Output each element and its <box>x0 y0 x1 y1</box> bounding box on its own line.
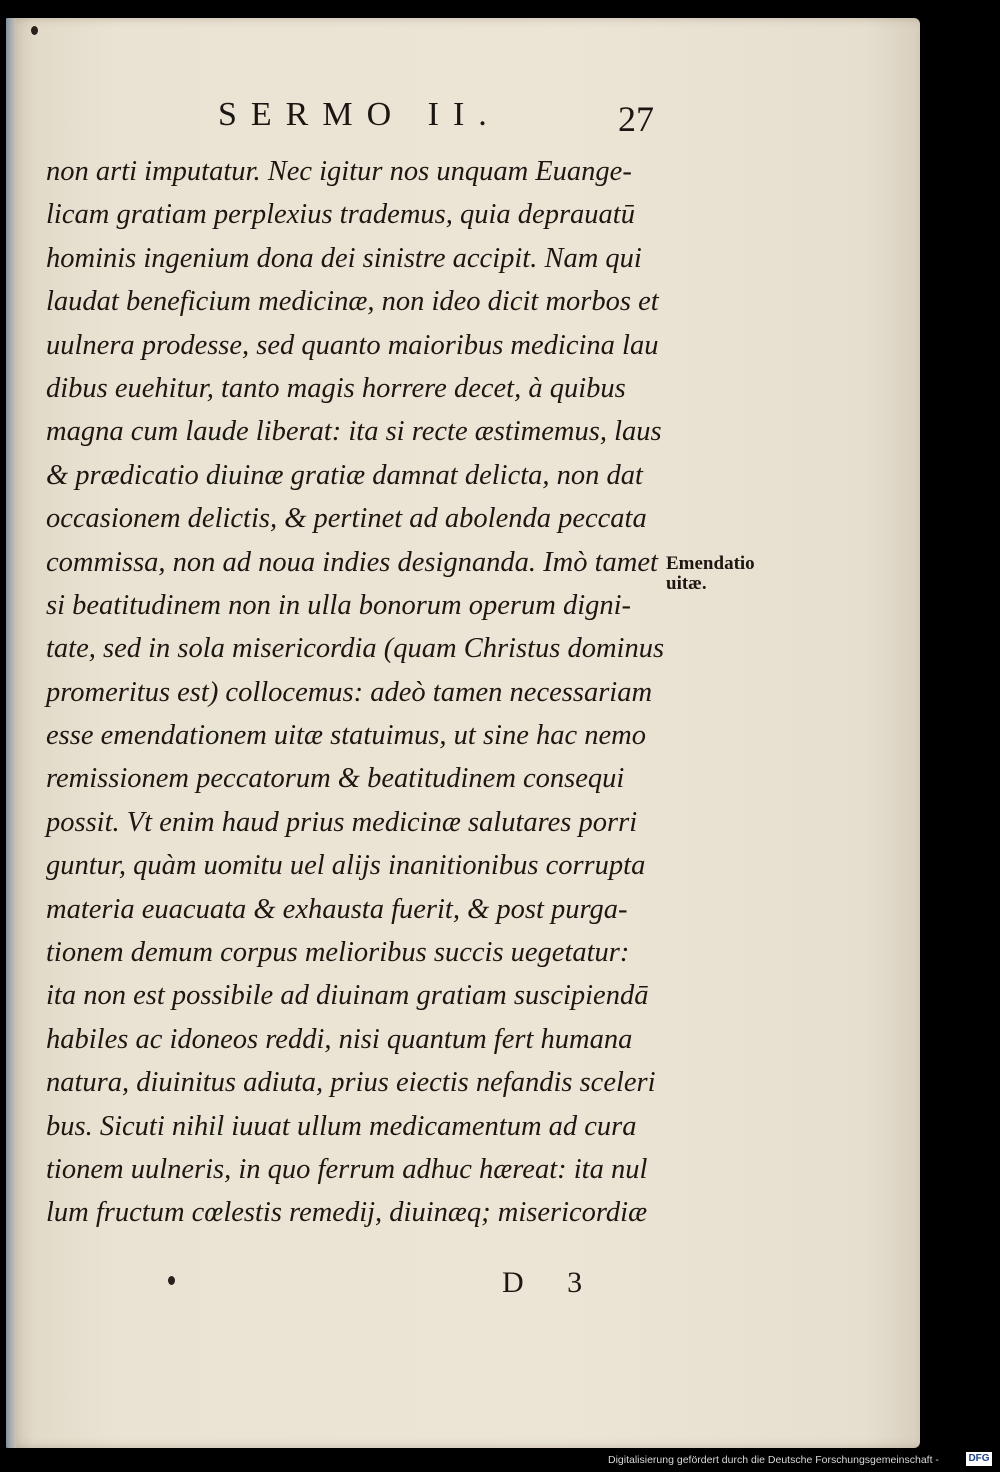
digitization-credit: Digitalisierung gefördert durch die Deutsche Forschungsgemeinschaft - <box>608 1454 939 1466</box>
text-line: esse emendationem uitæ statuimus, ut sine hac nemo <box>46 720 647 752</box>
text-line: tionem uulneris, in quo ferrum adhuc hæreat: ita nul <box>46 1153 648 1185</box>
page-header <box>6 96 920 146</box>
text-line: bus. Sicuti nihil iuuat ullum medicamentum ad cura <box>46 1110 637 1142</box>
body-text <box>46 150 676 1235</box>
text-line: tionem demum corpus melioribus succis uegetatur: <box>46 937 630 969</box>
text-line: lum fructum cœlestis remedij, diuinæq; misericordiæ <box>46 1197 648 1229</box>
text-line: remissionem peccatorum & beatitudinem consequi <box>46 763 625 795</box>
book-page <box>6 18 920 1448</box>
signature-mark: D 3 <box>502 1266 601 1299</box>
marginal-note <box>666 554 755 594</box>
running-head: SERMO II. <box>218 96 501 133</box>
text-line: tate, sed in sola misericordia (quam Christus dominus <box>46 633 665 665</box>
marginal-note-line: uitæ. <box>666 573 707 594</box>
ink-speck <box>168 1276 175 1285</box>
dfg-logo: DFG <box>966 1452 992 1466</box>
text-line: laudat beneficium medicinæ, non ideo dicit morbos et <box>46 286 659 318</box>
text-line: ita non est possibile ad diuinam gratiam suscipiendā <box>46 980 649 1012</box>
text-line: uulnera prodesse, sed quanto maioribus medicina lau <box>46 329 659 361</box>
text-line: dibus euehitur, tanto magis horrere decet, à quibus <box>46 372 626 404</box>
ink-speck <box>31 26 38 35</box>
text-line: natura, diuinitus adiuta, prius eiectis nefandis sceleri <box>46 1067 656 1099</box>
text-line: habiles ac idoneos reddi, nisi quantum fert humana <box>46 1023 633 1055</box>
text-line: hominis ingenium dona dei sinistre accipit. Nam qui <box>46 242 642 274</box>
text-line: possit. Vt enim haud prius medicinæ salutares porri <box>46 806 638 838</box>
page-number: 27 <box>618 99 654 139</box>
text-line: promeritus est) collocemus: adeò tamen necessariam <box>46 676 653 708</box>
text-line: magna cum laude liberat: ita si recte æstimemus, laus <box>46 416 662 448</box>
text-line: occasionem delictis, & pertinet ad abolenda peccata <box>46 503 647 535</box>
text-line: materia euacuata & exhausta fuerit, & post purga- <box>46 893 628 925</box>
text-line: licam gratiam perplexius trademus, quia deprauatū <box>46 199 635 231</box>
text-line: non arti imputatur. Nec igitur nos unquam Euange- <box>46 156 632 187</box>
text-line: guntur, quàm uomitu uel alijs inanitionibus corrupta <box>46 850 646 882</box>
page-gutter-edge <box>6 18 16 1448</box>
text-line: si beatitudinem non in ulla bonorum operum digni- <box>46 589 632 621</box>
text-line: commissa, non ad noua indies designanda. Imò tamet <box>46 546 658 578</box>
text-line: & prædicatio diuinæ gratiæ damnat delicta, non dat <box>46 459 643 491</box>
marginal-note-line: Emendatio <box>666 553 755 574</box>
